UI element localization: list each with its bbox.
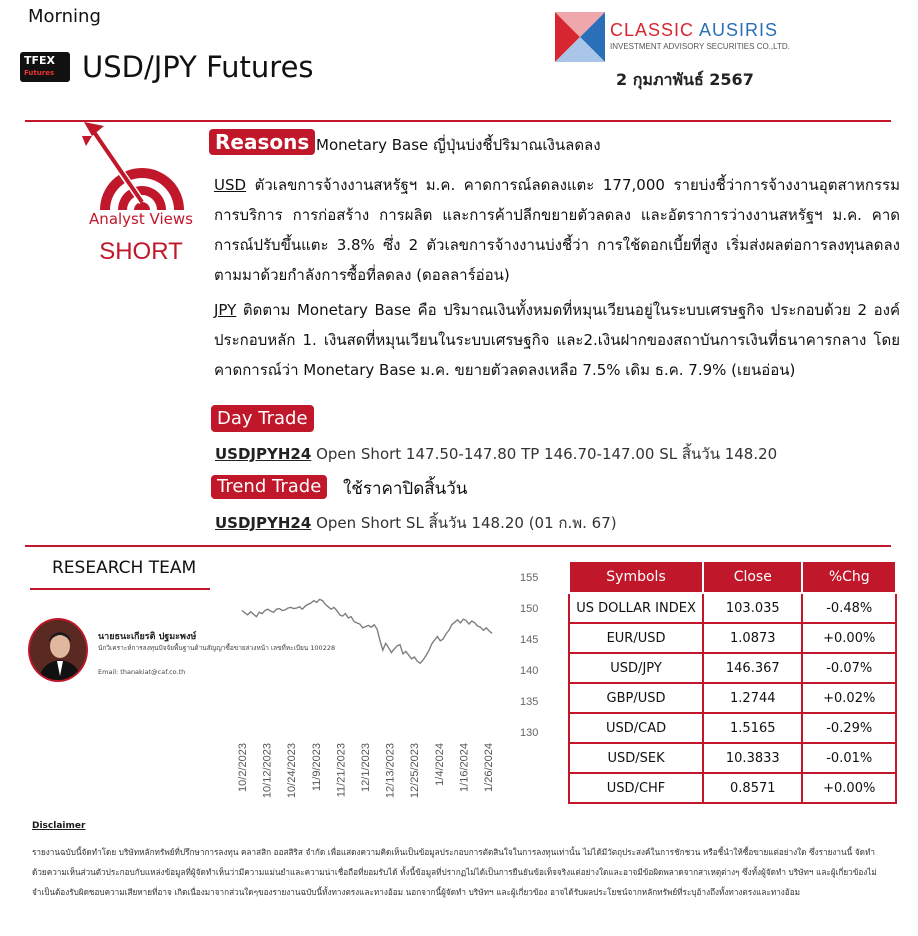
quote-change: -0.29%: [802, 713, 896, 743]
trend-trade-tag: Trend Trade: [211, 475, 327, 499]
firm-logo-icon: [555, 12, 605, 62]
day-trade-symbol: USDJPYH24: [215, 445, 312, 463]
disclaimer-title: Disclaimer: [32, 821, 86, 831]
research-team-underline: [30, 588, 210, 590]
quote-change: -0.01%: [802, 743, 896, 773]
table-row: [569, 773, 896, 803]
chart-x-tick-label: 1/16/2024: [458, 743, 471, 792]
tfex-logo-sub: Futures: [24, 69, 55, 77]
trend-trade-text: Open Short SL สิ้นวัน 148.20 (01 ก.พ. 67): [311, 514, 617, 532]
tfex-logo: [20, 52, 70, 82]
session-label: Morning: [28, 6, 101, 27]
chart-y-tick-label: 135: [520, 696, 539, 708]
quotes-body: [569, 593, 896, 803]
quote-symbol: EUR/USD: [569, 623, 703, 653]
usdjpy-price-chart: [230, 565, 560, 830]
firm-name-a: CLASSIC: [610, 20, 695, 40]
firm-name: [610, 20, 778, 41]
quotes-header-chg: %Chg: [802, 561, 896, 593]
chart-series-group: [242, 599, 492, 663]
tfex-logo-text: TFEX: [24, 54, 56, 67]
quote-symbol: US DOLLAR INDEX: [569, 593, 703, 623]
table-row: [569, 623, 896, 653]
day-trade-text: Open Short 147.50-147.80 TP 146.70-147.00 SL สิ้นวัน 148.20: [311, 445, 778, 463]
reasons-tag: Reasons: [209, 129, 315, 155]
quote-symbol: USD/CHF: [569, 773, 703, 803]
quotes-header-symbols: Symbols: [569, 561, 703, 593]
avatar: [28, 618, 88, 682]
firm-subtitle: INVESTMENT ADVISORY SECURITIES CO.,LTD.: [610, 42, 790, 51]
chart-x-tick-label: 12/13/2023: [384, 743, 397, 799]
chart-x-tick-label: 11/9/2023: [310, 743, 323, 792]
report-date: 2 กุมภาพันธ์ 2567: [616, 70, 754, 89]
analyst-name: นายธนะเกียรติ ปฐมะพงษ์: [98, 632, 197, 642]
trend-trade-note: ใช้ราคาปิดสิ้นวัน: [343, 479, 468, 499]
quote-close: 1.5165: [703, 713, 802, 743]
usd-text: ตัวเลขการจ้างงานสหรัฐฯ ม.ค. คาดการณ์ลดลงแตะ 177,000 รายบ่งชี้ว่าการจ้างงานอุตสาหกรรมการบริการ การก่อสร้าง การผลิต และการค้าปลีกขยายตัวลดลง และอัตราการว่างงานสหรัฐฯ ม.ค. คาดการณ์ปรับขึ้นแตะ 3.8% ซึ่ง 2 ตัวเลขการจ้างงานบ่งชี้ว่า การใช้ดอกเบี้ยที่สูง เริ่มส่งผลต่อการลงทุนลดลง ตามมาด้วยกำลังการซื้อที่ลดลง (ดอลลาร์อ่อน): [214, 176, 900, 284]
trend-trade-line: [215, 511, 617, 535]
analyst-stance: SHORT: [99, 238, 183, 265]
chart-x-tick-label: 11/21/2023: [335, 743, 348, 798]
quote-change: +0.02%: [802, 683, 896, 713]
chart-y-ticks: [520, 572, 538, 739]
page-title: USD/JPY Futures: [82, 50, 314, 84]
jpy-text: ติดตาม Monetary Base คือ ปริมาณเงินทั้งหมดที่หมุนเวียนอยู่ในระบบเศรษฐกิจ ประกอบด้วย 2 องค์ประกอบหลัก 1. เงินสดที่หมุนเวียนในระบบเศรษฐกิจ และ2.เงินฝากของสถาบันการเงินที่ธนาคารกลาง โดยคาดการณ์ว่า Monetary Base ม.ค. ขยายตัวลดลงเหลือ 7.5% เดิม ธ.ค. 7.9% (เยนอ่อน): [214, 301, 900, 379]
jpy-lead: JPY: [214, 301, 237, 319]
analyst-views-label: Analyst Views: [89, 210, 193, 228]
chart-x-tick-label: 1/26/2024: [483, 743, 495, 792]
chart-x-tick-label: 10/2/2023: [237, 743, 249, 792]
quote-change: -0.07%: [802, 653, 896, 683]
table-row: [569, 593, 896, 623]
day-trade-tag: Day Trade: [211, 405, 314, 432]
table-row: [569, 683, 896, 713]
quotes-header-row: [569, 561, 896, 593]
chart-y-tick-label: 150: [520, 603, 539, 615]
chart-y-tick-label: 130: [520, 727, 539, 739]
trend-trade-symbol: USDJPYH24: [215, 514, 312, 532]
jpy-paragraph: [214, 295, 900, 385]
chart-x-tick-label: 12/1/2023: [360, 743, 372, 792]
chart-y-tick-label: 145: [520, 634, 539, 646]
chart-x-tick-label: 10/24/2023: [286, 743, 299, 799]
usd-paragraph: [214, 170, 900, 290]
disclaimer-body: รายงานฉบับนี้จัดทำโดย บริษัทหลักทรัพย์ที่ปรึกษาการลงทุน คลาสสิก ออสสิริส จำกัด เพื่อแสดงความคิดเห็นเป็นข้อมูลประกอบการตัดสินใจในการลงทุนเท่านั้น ไม่ได้มีวัตถุประสงค์ในการชักชวน หรือชี้นำให้ซื้อขายแต่อย่างใด ซึ่งรายงานนี้ จัดทำด้วยความเห็นส่วนตัวประกอบกับแหล่งข้อมูลที่ผู้จัดทำเห็นว่ามีความแม่นยำและความน่าเชื่อถือที่ยอมรับได้ ทั้งนี้ข้อมูลที่ปรากฏไม่ได้เป็นการยืนยันข้อเท็จจริงแต่อย่างใดและอาจมีข้อผิดพลาดจากสาเหตุต่างๆ ซึ่งทั้งผู้จัดทำ บริษัทฯ และผู้เกี่ยวข้องไม่จำเป็นต้องรับผิดชอบความเสียหายที่อาจ เกิดเนื่องมาจากส่วนใดๆของรายงานฉบับนี้ทั้งทางตรงและทางอ้อม นอกจากนี้ผู้จัดทำ บริษัทฯ และผู้เกี่ยวข้อง อาจได้รับผลประโยชน์จากหลักทรัพย์ที่ระบุอ้างถึงทั้งทางตรงและทางอ้อม: [32, 847, 877, 897]
quote-symbol: USD/CAD: [569, 713, 703, 743]
quote-close: 146.367: [703, 653, 802, 683]
chart-x-tick-label: 1/4/2024: [433, 743, 446, 786]
chart-y-tick-label: 140: [520, 665, 539, 677]
firm-name-b: AUSIRIS: [699, 20, 779, 40]
quote-change: -0.48%: [802, 593, 896, 623]
analyst-role: นักวิเคราะห์การลงทุนปัจจัยพื้นฐานด้านสัญญาซื้อขายล่วงหน้า เลขที่ทะเบียน 100228: [98, 644, 336, 652]
quote-change: +0.00%: [802, 773, 896, 803]
person-icon: [30, 620, 88, 682]
middle-divider: [25, 545, 891, 547]
chart-y-tick-label: 155: [520, 572, 539, 584]
quote-close: 103.035: [703, 593, 802, 623]
quote-close: 1.2744: [703, 683, 802, 713]
quote-symbol: USD/JPY: [569, 653, 703, 683]
research-team-title: RESEARCH TEAM: [52, 558, 197, 578]
table-row: [569, 713, 896, 743]
quote-symbol: GBP/USD: [569, 683, 703, 713]
quotes-header-close: Close: [703, 561, 802, 593]
reasons-headline: Monetary Base ญี่ปุ่นบ่งชี้ปริมาณเงินลดลง: [316, 136, 601, 154]
chart-x-tick-label: 12/25/2023: [409, 743, 422, 799]
quote-symbol: USD/SEK: [569, 743, 703, 773]
quote-change: +0.00%: [802, 623, 896, 653]
analyst-email: Email: thanakiat@caf.co.th: [98, 668, 186, 676]
chart-x-tick-label: 10/12/2023: [261, 743, 274, 799]
chart-x-ticks: [237, 743, 495, 798]
day-trade-line: [215, 442, 777, 466]
quote-close: 1.0873: [703, 623, 802, 653]
quotes-table: [568, 560, 897, 804]
target-arrow-icon: [82, 122, 200, 212]
chart-series-line: [242, 599, 492, 663]
quote-close: 0.8571: [703, 773, 802, 803]
table-row: [569, 653, 896, 683]
usd-lead: USD: [214, 176, 247, 194]
quote-close: 10.3833: [703, 743, 802, 773]
table-row: [569, 743, 896, 773]
